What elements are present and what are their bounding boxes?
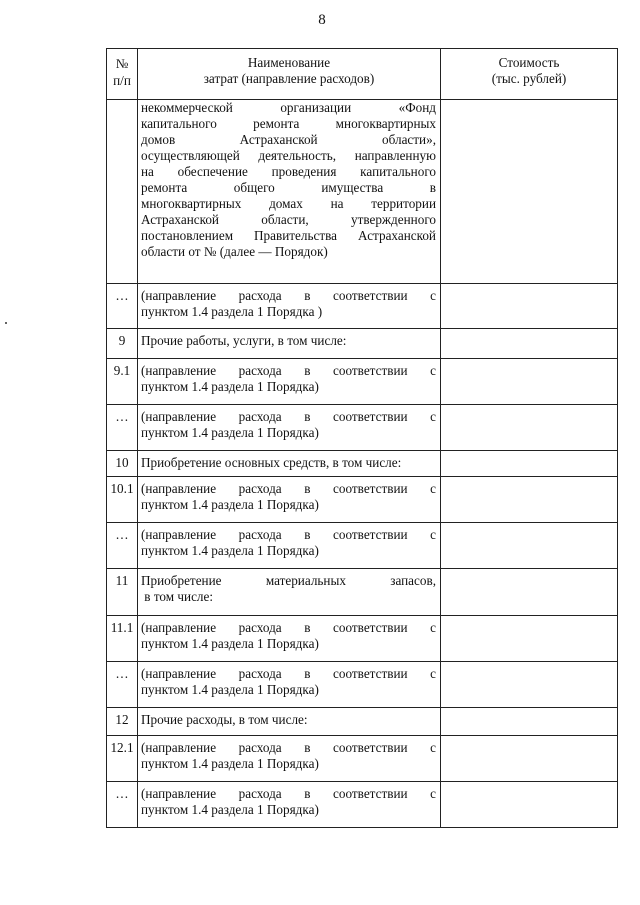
row-number: … — [115, 527, 129, 542]
row-name-cell — [138, 284, 441, 329]
row-name-cell — [138, 662, 441, 708]
row-name-line2: пунктом 1.4 раздела 1 Порядка) — [141, 636, 319, 651]
row-number: … — [115, 666, 129, 681]
row-number: … — [115, 786, 129, 801]
row-name-line2: пунктом 1.4 раздела 1 Порядка) — [141, 379, 319, 394]
header-name-line2: затрат (направление расходов) — [203, 71, 375, 86]
row-name-line2: пунктом 1.4 раздела 1 Порядка ) — [141, 304, 323, 319]
intro-line: области от № (далее — Порядок) — [141, 244, 328, 259]
intro-line: Астраханской области, утвержденного — [141, 212, 436, 227]
row-number: 9 — [118, 333, 126, 348]
intro-line: многоквартирных домах на территории — [141, 196, 436, 211]
header-cost-line1: Стоимость — [498, 55, 560, 70]
row-number-cell — [107, 405, 138, 451]
row-number: … — [115, 409, 129, 424]
table-row — [107, 569, 618, 616]
row-name-cell — [138, 616, 441, 662]
row-name-cell — [138, 451, 441, 477]
row-name-line1: (направление расхода в соответствии с — [141, 666, 436, 681]
row-cost-cell — [441, 736, 618, 782]
row-name-cell — [138, 329, 441, 359]
table-header-row — [107, 49, 618, 100]
row-name-line1: Прочие расходы, в том числе: — [141, 712, 308, 727]
row-cost-cell — [441, 284, 618, 329]
row-cost-cell — [441, 477, 618, 523]
header-name-line1: Наименование — [247, 55, 331, 70]
row-cost-cell — [441, 708, 618, 736]
row-name-line2: в том числе: — [141, 589, 214, 604]
row-number-cell — [107, 782, 138, 828]
row-cost-cell — [441, 329, 618, 359]
row-number: … — [115, 288, 129, 303]
table-row — [107, 616, 618, 662]
table-row — [107, 708, 618, 736]
row-name-line2: пунктом 1.4 раздела 1 Порядка) — [141, 425, 319, 440]
scan-speck — [5, 322, 7, 324]
table-row — [107, 523, 618, 569]
header-cost — [441, 49, 618, 100]
row-name-cell — [138, 782, 441, 828]
row-number-cell — [107, 708, 138, 736]
row-name-line2: пунктом 1.4 раздела 1 Порядка) — [141, 802, 319, 817]
header-name — [138, 49, 441, 100]
row-number: 12 — [115, 712, 129, 727]
table-row — [107, 477, 618, 523]
intro-line: осуществляющей деятельность, направленную — [141, 148, 436, 163]
row-number-cell — [107, 523, 138, 569]
row-name-line2: пунктом 1.4 раздела 1 Порядка) — [141, 543, 319, 558]
row-number: 12.1 — [110, 740, 134, 755]
row-cost-cell — [441, 451, 618, 477]
table-row — [107, 662, 618, 708]
row-cost-cell — [441, 405, 618, 451]
row-name-line1: (направление расхода в соответствии с — [141, 363, 436, 378]
row-number-cell — [107, 329, 138, 359]
row-number: 9.1 — [113, 363, 131, 378]
row-name-line1: (направление расхода в соответствии с — [141, 409, 436, 424]
row-name-cell — [138, 405, 441, 451]
row-number-cell — [107, 284, 138, 329]
intro-number-cell — [107, 100, 138, 284]
row-name-line1: Прочие работы, услуги, в том числе: — [141, 333, 347, 348]
row-cost-cell — [441, 616, 618, 662]
table-row — [107, 405, 618, 451]
row-name-line1: Приобретение материальных запасов, — [141, 573, 436, 588]
table-row — [107, 284, 618, 329]
row-cost-cell — [441, 523, 618, 569]
table-row — [107, 782, 618, 828]
row-name-line1: (направление расхода в соответствии с — [141, 786, 436, 801]
row-cost-cell — [441, 359, 618, 405]
row-name-line1: Приобретение основных средств, в том числе: — [141, 455, 402, 470]
row-number: 10 — [115, 455, 129, 470]
table-row — [107, 329, 618, 359]
table-row — [107, 359, 618, 405]
row-cost-cell — [441, 569, 618, 616]
row-number-cell — [107, 477, 138, 523]
row-number: 11 — [115, 573, 129, 588]
intro-line: некоммерческой организации «Фонд — [141, 100, 436, 115]
row-name-cell — [138, 359, 441, 405]
row-number: 10.1 — [110, 481, 134, 496]
costs-table — [106, 48, 618, 828]
row-number-cell — [107, 736, 138, 782]
row-name-cell — [138, 736, 441, 782]
row-number-cell — [107, 569, 138, 616]
row-name-line1: (направление расхода в соответствии с — [141, 527, 436, 542]
row-number-cell — [107, 359, 138, 405]
row-name-line1: (направление расхода в соответствии с — [141, 740, 436, 755]
header-number-line1: № — [115, 56, 129, 71]
row-name-line1: (направление расхода в соответствии с — [141, 620, 436, 635]
row-name-cell — [138, 569, 441, 616]
row-number-cell — [107, 662, 138, 708]
row-name-line2: пунктом 1.4 раздела 1 Порядка) — [141, 497, 319, 512]
intro-line: домов Астраханской области», — [141, 132, 436, 147]
intro-line: капитального ремонта многоквартирных — [141, 116, 436, 131]
row-name-line1: (направление расхода в соответствии с — [141, 481, 436, 496]
intro-line: ремонта общего имущества в — [141, 180, 436, 195]
header-cost-line2: (тыс. рублей) — [491, 71, 567, 86]
table-row — [107, 451, 618, 477]
row-cost-cell — [441, 662, 618, 708]
table-row-intro — [107, 100, 618, 284]
row-number-cell — [107, 616, 138, 662]
intro-cost-cell — [441, 100, 618, 284]
row-name-line1: (направление расхода в соответствии с — [141, 288, 436, 303]
row-number: 11.1 — [110, 620, 134, 635]
row-name-cell — [138, 708, 441, 736]
row-name-line2: пунктом 1.4 раздела 1 Порядка) — [141, 756, 319, 771]
intro-line: на обеспечение проведения капитального — [141, 164, 436, 179]
row-number-cell — [107, 451, 138, 477]
row-name-cell — [138, 477, 441, 523]
header-number — [107, 49, 138, 100]
row-name-line2: пунктом 1.4 раздела 1 Порядка) — [141, 682, 319, 697]
intro-line: постановлением Правительства Астраханской — [141, 228, 436, 243]
page-number: 8 — [318, 12, 326, 28]
row-name-cell — [138, 523, 441, 569]
intro-text-cell — [138, 100, 441, 284]
row-cost-cell — [441, 782, 618, 828]
table-row — [107, 736, 618, 782]
header-number-line2: п/п — [113, 73, 131, 88]
